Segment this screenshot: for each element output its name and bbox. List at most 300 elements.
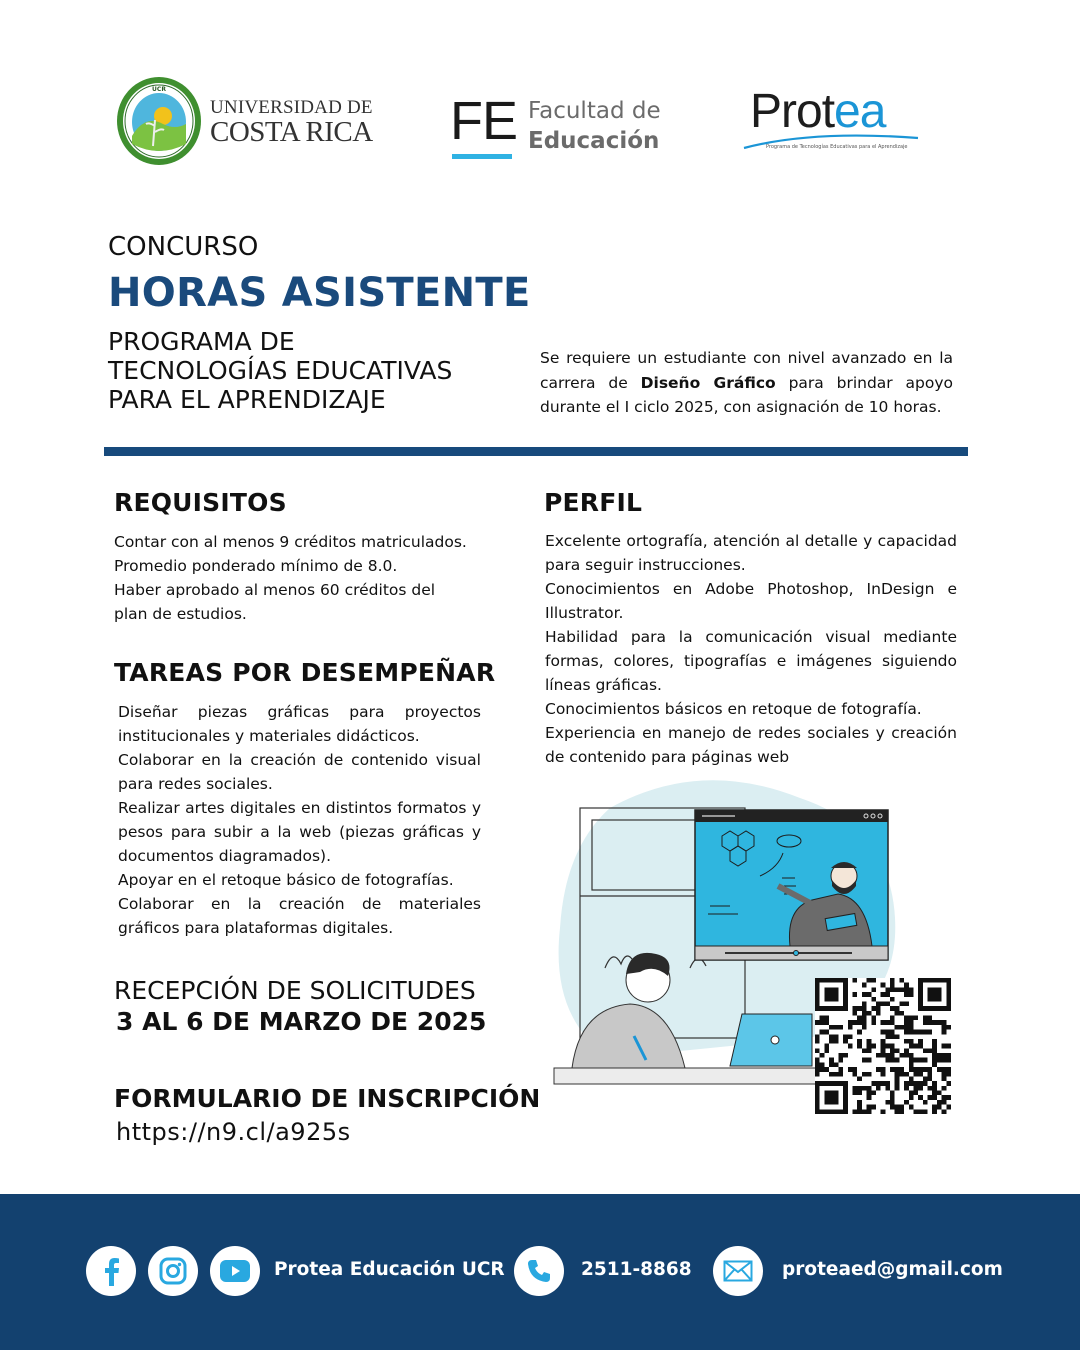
qr-module	[932, 1020, 937, 1025]
tareas-list	[118, 700, 481, 940]
qr-module	[843, 1039, 848, 1044]
qr-module	[815, 1001, 820, 1006]
list-item: Haber aprobado al menos 60 créditos del plan de estudios.	[114, 581, 436, 623]
protea-word-b: ea	[834, 85, 886, 138]
qr-module	[824, 1100, 829, 1105]
qr-module	[904, 1048, 909, 1053]
qr-module	[923, 1100, 928, 1105]
qr-module	[871, 1081, 876, 1086]
qr-module	[867, 978, 872, 983]
qr-module	[899, 987, 904, 992]
qr-module	[890, 1048, 895, 1053]
qr-module	[876, 1001, 881, 1006]
qr-module	[843, 1001, 848, 1006]
email-button[interactable]	[713, 1246, 763, 1296]
qr-module	[838, 1053, 843, 1058]
qr-module	[932, 1086, 937, 1091]
qr-module	[824, 987, 829, 992]
qr-module	[895, 1011, 900, 1016]
qr-module	[918, 1072, 923, 1077]
qr-module	[899, 1025, 904, 1030]
qr-module	[895, 1086, 900, 1091]
qr-module	[909, 1091, 914, 1096]
qr-module	[815, 1039, 820, 1044]
qr-module	[885, 992, 890, 997]
qr-module	[829, 978, 834, 983]
qr-module	[909, 1105, 914, 1110]
qr-module	[899, 1053, 904, 1058]
facebook-button[interactable]	[86, 1246, 136, 1296]
qr-module	[838, 1081, 843, 1086]
qr-module	[834, 1109, 839, 1114]
recepcion-dates: 3 AL 6 DE MARZO DE 2025	[116, 1007, 487, 1036]
qr-module	[881, 1081, 886, 1086]
qr-module	[946, 1001, 951, 1006]
qr-module	[923, 1016, 928, 1021]
qr-module	[890, 1020, 895, 1025]
qr-module	[862, 1025, 867, 1030]
qr-module	[923, 1067, 928, 1072]
qr-module	[890, 1006, 895, 1011]
qr-module	[885, 1053, 890, 1058]
qr-module	[909, 1020, 914, 1025]
qr-module	[862, 1006, 867, 1011]
qr-module	[881, 1039, 886, 1044]
qr-module	[890, 1030, 895, 1035]
list-item: Colaborar en la creación de materiales gráficos para plataformas digitales.	[118, 895, 481, 937]
formulario-link[interactable]: https://n9.cl/a925s	[116, 1118, 351, 1146]
qr-module	[904, 1072, 909, 1077]
qr-module	[890, 1095, 895, 1100]
qr-module	[857, 1100, 862, 1105]
qr-module	[862, 1048, 867, 1053]
qr-module	[885, 1100, 890, 1105]
qr-module	[895, 1067, 900, 1072]
qr-module	[853, 1109, 858, 1114]
qr-module	[946, 1025, 951, 1030]
ucr-wordmark	[210, 98, 373, 147]
qr-module	[862, 1016, 867, 1021]
phone-number[interactable]: 2511-8868	[581, 1259, 692, 1280]
fe-logo	[450, 91, 690, 164]
qr-module	[871, 1006, 876, 1011]
qr-module	[909, 1016, 914, 1021]
qr-module	[848, 1025, 853, 1030]
qr-module	[895, 1058, 900, 1063]
qr-module	[834, 1095, 839, 1100]
qr-module	[876, 1053, 881, 1058]
qr-module	[857, 1105, 862, 1110]
qr-module	[932, 1039, 937, 1044]
qr-module	[881, 1109, 886, 1114]
qr-module	[928, 1048, 933, 1053]
qr-module	[829, 992, 834, 997]
qr-module	[815, 987, 820, 992]
qr-module	[913, 1109, 918, 1114]
qr-module	[899, 1105, 904, 1110]
qr-module	[932, 1053, 937, 1058]
qr-module	[815, 1072, 820, 1077]
qr-module	[918, 983, 923, 988]
qr-module	[928, 997, 933, 1002]
qr-module	[824, 1006, 829, 1011]
qr-module	[937, 1020, 942, 1025]
qr-module	[853, 978, 858, 983]
qr-module	[895, 1105, 900, 1110]
qr-module	[928, 1006, 933, 1011]
qr-module	[843, 983, 848, 988]
requisitos-list	[114, 530, 494, 626]
qr-module	[937, 1058, 942, 1063]
qr-module	[942, 1086, 947, 1091]
qr-module	[862, 1001, 867, 1006]
laptop-icon	[730, 1014, 812, 1066]
qr-module	[890, 997, 895, 1002]
qr-module	[829, 1081, 834, 1086]
qr-module	[871, 987, 876, 992]
qr-module	[834, 1034, 839, 1039]
qr-module	[904, 992, 909, 997]
qr-module	[857, 1020, 862, 1025]
qr-module	[895, 1048, 900, 1053]
qr-module	[867, 1011, 872, 1016]
qr-module	[838, 1025, 843, 1030]
qr-module	[928, 1020, 933, 1025]
qr-module	[942, 1044, 947, 1049]
qr-module	[881, 992, 886, 997]
perfil-list	[545, 529, 957, 769]
qr-code[interactable]	[815, 978, 951, 1114]
qr-module	[928, 1076, 933, 1081]
qr-module	[937, 978, 942, 983]
qr-module	[937, 992, 942, 997]
qr-module	[867, 1086, 872, 1091]
qr-module	[937, 1067, 942, 1072]
qr-module	[824, 1109, 829, 1114]
qr-module	[890, 983, 895, 988]
qr-module	[918, 1095, 923, 1100]
qr-module	[895, 987, 900, 992]
qr-module	[923, 1058, 928, 1063]
qr-module	[918, 1067, 923, 1072]
qr-module	[871, 1020, 876, 1025]
qr-module	[843, 1081, 848, 1086]
qr-module	[942, 1067, 947, 1072]
list-item: Experiencia en manejo de redes sociales y creación de contenido para páginas web	[545, 724, 957, 766]
qr-module	[899, 1001, 904, 1006]
desk	[554, 1068, 824, 1084]
qr-module	[899, 1072, 904, 1077]
ucr-seal-icon	[115, 74, 203, 166]
qr-module	[820, 1020, 825, 1025]
qr-module	[815, 978, 820, 983]
qr-module	[928, 1016, 933, 1021]
program-line: PARA EL APRENDIZAJE	[108, 385, 386, 414]
qr-module	[829, 1034, 834, 1039]
qr-module	[815, 1058, 820, 1063]
qr-module	[834, 987, 839, 992]
qr-module	[834, 1091, 839, 1096]
qr-module	[946, 1095, 951, 1100]
qr-module	[853, 1072, 858, 1077]
qr-module	[862, 983, 867, 988]
qr-module	[890, 1058, 895, 1063]
qr-module	[942, 1076, 947, 1081]
qr-module	[913, 1030, 918, 1035]
qr-module	[829, 1062, 834, 1067]
intro-text: para brindar apoyo durante el I ciclo 2025, con asignación de 10 horas.	[540, 373, 953, 416]
list-item: Colaborar en la creación de contenido visual para redes sociales.	[118, 751, 481, 793]
qr-module	[895, 1081, 900, 1086]
qr-module	[820, 1062, 825, 1067]
email-address[interactable]: proteaed@gmail.com	[782, 1259, 1003, 1280]
protea-word-a: Prot	[750, 85, 835, 138]
qr-module	[932, 987, 937, 992]
qr-module	[876, 1081, 881, 1086]
qr-module	[881, 983, 886, 988]
qr-module	[843, 997, 848, 1002]
qr-module	[913, 1058, 918, 1063]
qr-module	[820, 1109, 825, 1114]
qr-module	[834, 1039, 839, 1044]
qr-module	[890, 1044, 895, 1049]
qr-module	[937, 987, 942, 992]
qr-module	[946, 1006, 951, 1011]
youtube-button[interactable]	[210, 1246, 260, 1296]
qr-module	[853, 1011, 858, 1016]
qr-module	[824, 1020, 829, 1025]
qr-module	[932, 1105, 937, 1110]
qr-module	[932, 1044, 937, 1049]
qr-module	[923, 1109, 928, 1114]
qr-module	[885, 1034, 890, 1039]
list-item: Conocimientos en Adobe Photoshop, InDesign e Illustrator.	[545, 580, 957, 622]
qr-module	[913, 1044, 918, 1049]
qr-module	[895, 1076, 900, 1081]
qr-module	[815, 1048, 820, 1053]
intro-paragraph	[540, 346, 953, 420]
qr-module	[890, 987, 895, 992]
qr-module	[815, 1062, 820, 1067]
qr-module	[928, 978, 933, 983]
qr-module	[871, 1105, 876, 1110]
qr-module	[838, 978, 843, 983]
qr-module	[881, 1001, 886, 1006]
phone-button[interactable]	[514, 1246, 564, 1296]
qr-module	[885, 1020, 890, 1025]
qr-module	[853, 992, 858, 997]
qr-module	[815, 1109, 820, 1114]
qr-module	[904, 1081, 909, 1086]
qr-module	[820, 1030, 825, 1035]
qr-module	[895, 1006, 900, 1011]
qr-module	[942, 1030, 947, 1035]
qr-module	[946, 1053, 951, 1058]
youtube-icon	[219, 1259, 251, 1283]
qr-module	[928, 1072, 933, 1077]
qr-module	[820, 1067, 825, 1072]
qr-module	[815, 1100, 820, 1105]
qr-module	[829, 1006, 834, 1011]
qr-module	[899, 1067, 904, 1072]
qr-module	[829, 1058, 834, 1063]
qr-module	[904, 1086, 909, 1091]
qr-module	[923, 1076, 928, 1081]
qr-module	[942, 1100, 947, 1105]
qr-module	[899, 1109, 904, 1114]
qr-module	[881, 1030, 886, 1035]
qr-module	[862, 992, 867, 997]
qr-module	[895, 1109, 900, 1114]
ucr-line1: UNIVERSIDAD DE	[210, 97, 373, 118]
qr-module	[932, 1081, 937, 1086]
qr-module	[913, 1072, 918, 1077]
qr-module	[909, 1095, 914, 1100]
qr-module	[918, 1030, 923, 1035]
qr-module	[918, 1006, 923, 1011]
qr-module	[824, 1044, 829, 1049]
qr-module	[867, 1072, 872, 1077]
qr-module	[913, 1091, 918, 1096]
qr-module	[881, 1048, 886, 1053]
qr-module	[834, 1081, 839, 1086]
qr-module	[942, 1109, 947, 1114]
qr-module	[942, 1058, 947, 1063]
qr-module	[946, 978, 951, 983]
qr-module	[923, 1081, 928, 1086]
qr-module	[932, 1048, 937, 1053]
qr-module	[815, 1067, 820, 1072]
section-divider	[104, 447, 968, 456]
qr-module	[918, 1044, 923, 1049]
qr-module	[932, 1006, 937, 1011]
qr-module	[946, 1072, 951, 1077]
qr-module	[923, 1030, 928, 1035]
qr-module	[824, 1030, 829, 1035]
qr-module	[885, 1001, 890, 1006]
qr-module	[857, 1044, 862, 1049]
qr-module	[918, 978, 923, 983]
qr-module	[824, 1016, 829, 1021]
qr-module	[871, 1044, 876, 1049]
qr-module	[885, 1030, 890, 1035]
qr-module	[928, 1086, 933, 1091]
qr-module	[932, 1095, 937, 1100]
qr-module	[838, 1058, 843, 1063]
qr-module	[923, 1006, 928, 1011]
qr-module	[834, 978, 839, 983]
qr-module	[918, 1109, 923, 1114]
qr-module	[890, 1016, 895, 1021]
list-item: Promedio ponderado mínimo de 8.0.	[114, 557, 398, 575]
social-name[interactable]: Protea Educación UCR	[274, 1259, 505, 1280]
qr-module	[881, 1044, 886, 1049]
qr-module	[824, 978, 829, 983]
qr-module	[876, 1086, 881, 1091]
qr-module	[843, 978, 848, 983]
qr-module	[867, 1039, 872, 1044]
qr-module	[932, 992, 937, 997]
qr-module	[815, 1034, 820, 1039]
qr-module	[815, 992, 820, 997]
qr-module	[820, 1016, 825, 1021]
qr-module	[829, 1095, 834, 1100]
qr-module	[824, 1081, 829, 1086]
page-title: HORAS ASISTENTE	[108, 270, 531, 316]
svg-text:UCR: UCR	[152, 86, 166, 93]
qr-module	[928, 992, 933, 997]
qr-module	[820, 978, 825, 983]
qr-module	[946, 992, 951, 997]
qr-module	[834, 1062, 839, 1067]
qr-module	[909, 1025, 914, 1030]
list-item: Diseñar piezas gráficas para proyectos institucionales y materiales didácticos.	[118, 703, 481, 745]
qr-module	[904, 1030, 909, 1035]
qr-module	[843, 987, 848, 992]
qr-module	[867, 1048, 872, 1053]
list-item: Contar con al menos 9 créditos matriculados.	[114, 533, 467, 551]
list-item: Excelente ortografía, atención al detalle y capacidad para seguir instrucciones.	[545, 532, 957, 574]
qr-module	[829, 1025, 834, 1030]
qr-module	[881, 1020, 886, 1025]
qr-module	[853, 1067, 858, 1072]
qr-module	[848, 1034, 853, 1039]
qr-module	[834, 1072, 839, 1077]
qr-module	[862, 1058, 867, 1063]
instagram-button[interactable]	[148, 1246, 198, 1296]
qr-module	[843, 1086, 848, 1091]
qr-module	[904, 1053, 909, 1058]
qr-module	[909, 1076, 914, 1081]
qr-module	[909, 1062, 914, 1067]
qr-module	[923, 978, 928, 983]
qr-module	[899, 1011, 904, 1016]
qr-module	[829, 997, 834, 1002]
qr-module	[918, 992, 923, 997]
facebook-icon	[99, 1256, 123, 1286]
fe-wordmark	[528, 96, 661, 156]
qr-module	[904, 983, 909, 988]
qr-module	[904, 1016, 909, 1021]
ucr-line2: COSTA RICA	[210, 116, 373, 148]
list-item: Realizar artes digitales en distintos formatos y pesos para subir a la web (piezas gráficas y documentos diagramados).	[118, 799, 481, 865]
program-line: PROGRAMA DE	[108, 327, 295, 356]
qr-module	[890, 978, 895, 983]
qr-module	[876, 1067, 881, 1072]
tareas-heading: TAREAS POR DESEMPEÑAR	[114, 658, 496, 687]
qr-module	[885, 1058, 890, 1063]
qr-module	[895, 1025, 900, 1030]
qr-module	[834, 1025, 839, 1030]
qr-module	[815, 1105, 820, 1110]
qr-module	[871, 1091, 876, 1096]
qr-module	[918, 1081, 923, 1086]
qr-module	[815, 1006, 820, 1011]
qr-module	[918, 1086, 923, 1091]
qr-module	[909, 1067, 914, 1072]
qr-module	[890, 1091, 895, 1096]
protea-tagline: Programa de Tecnologías Educativas para el Aprendizaje	[766, 144, 908, 150]
qr-module	[867, 992, 872, 997]
fe-line2: Educación	[528, 128, 660, 154]
fe-underline	[452, 154, 512, 159]
qr-module	[843, 1095, 848, 1100]
qr-module	[867, 1109, 872, 1114]
qr-module	[815, 1091, 820, 1096]
qr-module	[890, 1067, 895, 1072]
qr-module	[928, 1095, 933, 1100]
qr-module	[829, 1072, 834, 1077]
